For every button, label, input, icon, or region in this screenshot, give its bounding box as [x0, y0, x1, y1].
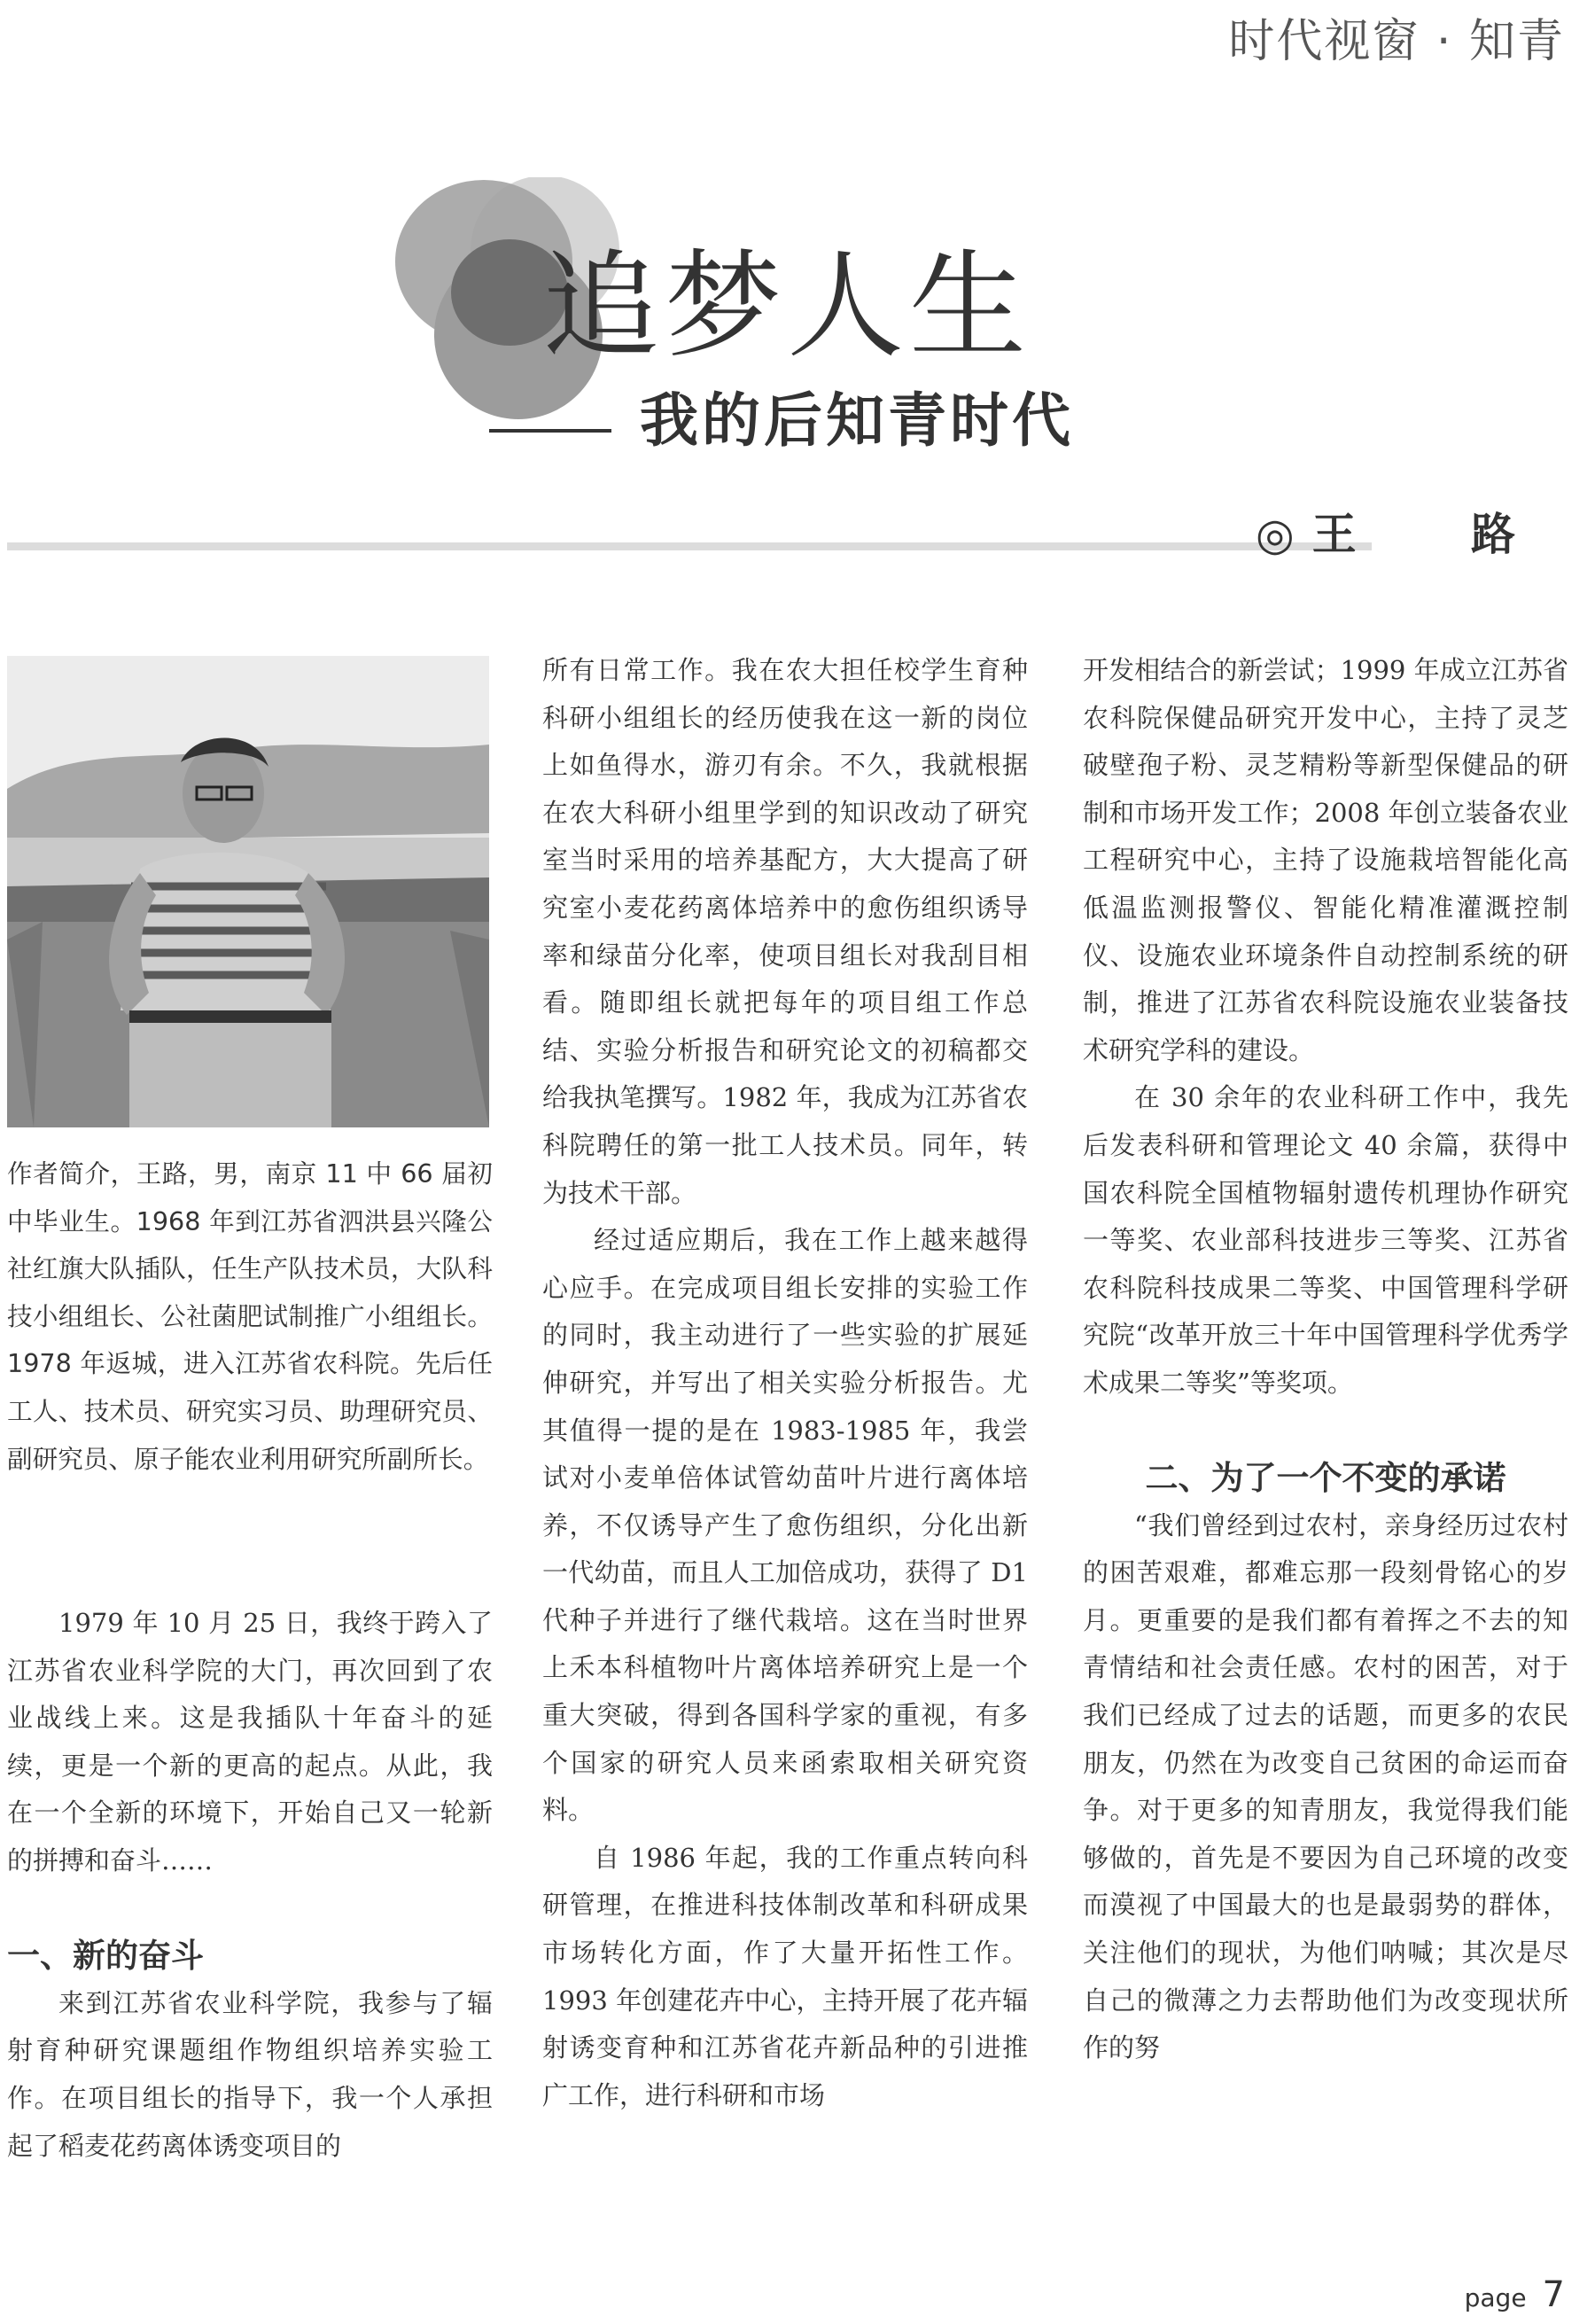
paragraph-continued: 开发相结合的新尝试；1999 年成立江苏省农科院保健品研究开发中心，主持了灵芝破壁孢子粉、灵芝精粉等新型保健品的研制和市场开发工作；2008 年创立装备农业工程研究中心，主持了设施栽培智能化高低温监测报警仪、智能化精准灌溉控制仪、设施农业环境条件自动控制系统的研制，推进了江苏省农科院设施农业装备技术研究学科的建设。 — [1083, 655, 1568, 1065]
section-label: 时代视窗 · 知青 — [1228, 15, 1565, 68]
column-2 — [542, 647, 1028, 2119]
header-rule — [7, 542, 1372, 550]
paragraph: 在 30 余年的农业科研工作中，我先后发表科研和管理论文 40 余篇，获得中国农科院全国植物辐射遗传机理协作研究一等奖、农业部科技进步三等奖、江苏省农科院科技成果二等奖、中国管理科学研究院“改革开放三十年中国管理科学优秀学术成果二等奖”等奖项。 — [1083, 1082, 1568, 1398]
subtitle-dash — [489, 429, 611, 433]
spacer — [1083, 1408, 1568, 1455]
section-heading-2: 二、为了一个不变的承诺 — [1145, 1459, 1506, 1498]
page-number-value: 7 — [1542, 2274, 1565, 2315]
author-photo — [7, 656, 489, 1127]
section-heading-1: 一、新的奋斗 — [7, 1937, 204, 1976]
column-1 — [7, 1600, 493, 2170]
paragraph: 自 1986 年起，我的工作重点转向科研管理，在推进科技体制改革和科研成果市场转化方面，作了大量开拓性工作。1993 年创建花卉中心，主持开展了花卉辐射诱变育种和江苏省花卉新品种的引进推广工作，进行科研和市场 — [542, 1842, 1028, 2110]
column-3 — [1083, 647, 1568, 2072]
article-title: 追梦人生 — [542, 238, 1031, 375]
author-mark-symbol: ◎ — [1255, 509, 1298, 560]
spacer — [7, 1885, 493, 1933]
page-word: page — [1464, 2283, 1527, 2312]
author-byline — [1255, 509, 1565, 560]
paragraph-continued: 所有日常工作。我在农大担任校学生育种科研小组组长的经历使我在这一新的岗位上如鱼得水，游刃有余。不久，我就根据在农大科研小组里学到的知识改动了研究室当时采用的培养基配方，大大提高了研究室小麦花药离体培养中的愈伤组织诱导率和绿苗分化率，使项目组长对我刮目相看。随即组长就把每年的项目组工作总结、实验分析报告和研究论文的初稿都交给我执笔撰写。1982 年，我成为江苏省农科院聘任的第一批工人技术员。同年，转为技术干部。 — [542, 655, 1028, 1208]
paragraph: 1979 年 10 月 25 日，我终于跨入了江苏省农业科学院的大门，再次回到了农业战线上来。这是我插队十年奋斗的延续，更是一个新的更高的起点。从此，我在一个全新的环境下，开始自己又一轮新的拼搏和奋斗…… — [7, 1608, 493, 1876]
article-subtitle: 我的后知青时代 — [640, 386, 1074, 455]
paragraph: 经过适应期后，我在工作上越来越得心应手。在完成项目组长安排的实验工作的同时，我主动进行了一些实验的扩展延伸研究，并写出了相关实验分析报告。尤其值得一提的是在 1983-1985 年，我尝试对小麦单倍体试管幼苗叶片进行离体培养，不仅诱导产生了愈伤组织，分化出新一代幼苗，而且人工加倍成功，获得了 D1 代种子并进行了继代栽培。这在当时世界上禾本科植物叶片离体培养研究上是一个重大突破，得到各国科学家的重视，有多个国家的研究人员来函索取相关研究资料。 — [542, 1225, 1028, 1826]
author-name: 王 路 — [1311, 509, 1565, 560]
author-bio: 作者简介，王路，男，南京 11 中 66 届初中毕业生。1968 年到江苏省泗洪县兴隆公社红旗大队插队，任生产队技术员，大队科技小组组长、公社菌肥试制推广小组组长。1978 年返城，进入江苏省农科院。先后任工人、技术员、研究实习员、助理研究员、副研究员、原子能农业利用研究所副所长。 — [7, 1158, 493, 1474]
paragraph: 来到江苏省农业科学院，我参与了辐射育种研究课题组作物组织培养实验工作。在项目组长的指导下，我一个人承担起了稻麦花药离体诱变项目的 — [7, 1987, 493, 2161]
page-number — [1465, 2274, 1565, 2315]
paragraph: “我们曾经到过农村，亲身经历过农村的困苦艰难，都难忘那一段刻骨铭心的岁月。更重要的是我们都有着挥之不去的知青情结和社会责任感。农村的困苦，对于我们已经成了过去的话题，而更多的农民朋友，仍然在为改变自己贫困的命运而奋争。对于更多的知青朋友，我觉得我们能够做的，首先是不要因为自己环境的改变而漠视了中国最大的也是最弱势的群体，关注他们的现状，为他们呐喊；其次是尽自己的微薄之力去帮助他们为改变现状所作的努 — [1083, 1509, 1568, 2063]
